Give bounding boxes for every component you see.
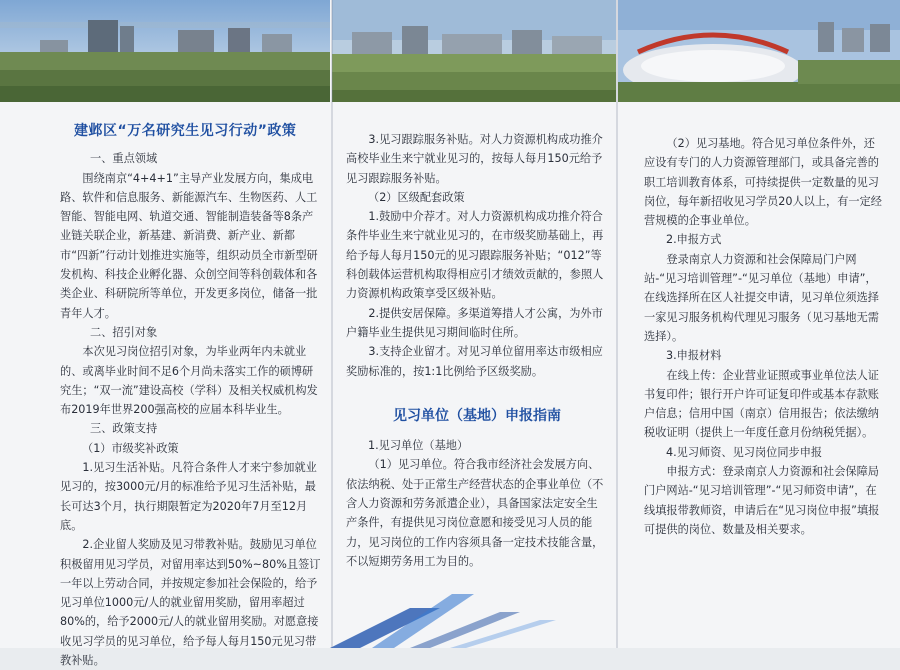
policy-title: 建邺区“万名研究生见习行动”政策 — [74, 123, 297, 139]
section-title-application-guide: 见习单位（基地）申报指南 — [393, 407, 561, 424]
right-panel — [644, 102, 886, 648]
paragraph-tracking-subsidy: 3.见习跟踪服务补贴。对人力资源机构成功推介高校毕业生来宁就业见习的，按每人每月150元给予见习跟踪服务补贴。 — [346, 133, 603, 185]
heading-policy-support: 三、政策支持 — [90, 422, 158, 436]
subheading-city-policy: （1）市级奖补政策 — [82, 441, 179, 455]
paragraph-retention-support: 3.支持企业留才。对见习单位留用率达市级相应奖励标准的，按1:1比例给予区级奖励。 — [346, 345, 603, 378]
banner-photo-middle — [332, 0, 616, 102]
paragraph-application-materials: 在线上传：企业营业证照或事业单位法人证书复印件；银行开户许可证复印件或基本存款账户信息；信用中国（南京）信用报告；依法缴纳税收证明（提供上一年度任意月份纳税凭据）。 — [644, 368, 879, 440]
city-skyline-image — [332, 0, 616, 102]
stadium-image — [618, 0, 900, 102]
paragraph-training-base: （2）见习基地。符合见习单位条件外，还应设有专门的人力资源管理部门，或具备完善的职工培训教育体系，可持续提供一定数量的见习岗位，每年新招收见习学员20人以上，有一定经营规模的企事业单位。 — [644, 137, 882, 228]
heading-key-areas: 一、重点领域 — [90, 152, 158, 166]
heading-application-method: 2.申报方式 — [666, 233, 722, 247]
paragraph-agency-referral: 1.鼓励中介荐才。对人力资源机构成功推介符合条件毕业生来宁就业见习的，在市级奖励基础上，再给予每人每月150元的见习跟踪服务补贴；“012”等科创载体运营机构取得相应引才绩效贡献的，参照人力资源机构政策享受区级补贴。 — [346, 210, 604, 301]
banner-photo-right — [618, 0, 900, 102]
paragraph-application-method: 登录南京人力资源和社会保障局门户网站-“见习培训管理”-“见习单位（基地）申请”，在线选择所在区人社提交申请，见习单位须选择一家见习服务机构代理见习服务（见习基地无需选择）。 — [644, 252, 879, 343]
heading-trainee-unit: 1.见习单位（基地） — [368, 439, 469, 453]
paragraph-key-areas: 围绕南京“4+4+1”主导产业发展方向，集成电路、软件和信息服务、新能源汽车、生物医药、人工智能、智能电网、轨道交通、智能制造装备等8条产业链关联企业，新基建、新消费、新产业、新都市“四新”行动计划推进实施等，组织动员全市新型研发机构、科技企业孵化器、众创空间等科创载体和各类企业、科研院所等单位，开发更多岗位，储备一批青年人才。 — [60, 171, 318, 320]
city-skyline-image — [0, 0, 330, 102]
banner-photo-left — [0, 0, 330, 102]
heading-application-materials: 3.申报材料 — [666, 349, 722, 363]
paragraph-living-subsidy: 1.见习生活补贴。凡符合条件人才来宁参加就业见习的，按3000元/月的标准给予见习生活补贴，最长可达3个月，执行期限暂定为2020年7月至12月底。 — [60, 461, 317, 532]
paragraph-trainee-unit: （1）见习单位。符合我市经济社会发展方向、依法纳税、处于正常生产经营状态的企事业单位（不含人力资源和劳务派遣企业），具备国家法定安全生产条件，有提供见习岗位意愿和接受见习人员的能力，见习岗位的工作内容须具备一定技术技能含量，不以短期劳务用工为目的。 — [346, 458, 604, 568]
paragraph-target: 本次见习岗位招引对象，为毕业两年内未就业的、或离毕业时间不足6个月尚未落实工作的硕博研究生；“双一流”建设高校（学科）及相关权威机构发布2019年世界200强高校的应届本科毕业生。 — [60, 345, 318, 417]
paragraph-mentor-position: 申报方式：登录南京人力资源和社会保障局门户网站-“见习培训管理”-“见习师资申请”，在线填报带教师资，申请后在“见习岗位申报”填报可提供的岗位、数量及相关要求。 — [644, 465, 880, 536]
paragraph-housing: 2.提供安居保障。多渠道筹措人才公寓，为外市户籍毕业生提供见习期间临时住所。 — [346, 306, 603, 339]
middle-panel — [346, 102, 608, 648]
heading-mentor-position: 4.见习师资、见习岗位同步申报 — [666, 445, 823, 459]
paragraph-retention-reward: 2.企业留人奖励及见习带教补贴。鼓励见习单位积极留用见习学员，对留用率达到50%~80%且签订一年以上劳动合同，并按规定参加社会保险的，给予见习单位1000元/人的就业留用奖励，留用率超过80%的，给予2000元/人的就业留用奖励。对愿意接收见习学员的见习单位，给予每人每月150元见习带教补贴。 — [60, 538, 321, 668]
heading-target: 二、招引对象 — [90, 325, 158, 339]
subheading-district-policy: （2）区级配套政策 — [368, 190, 465, 204]
